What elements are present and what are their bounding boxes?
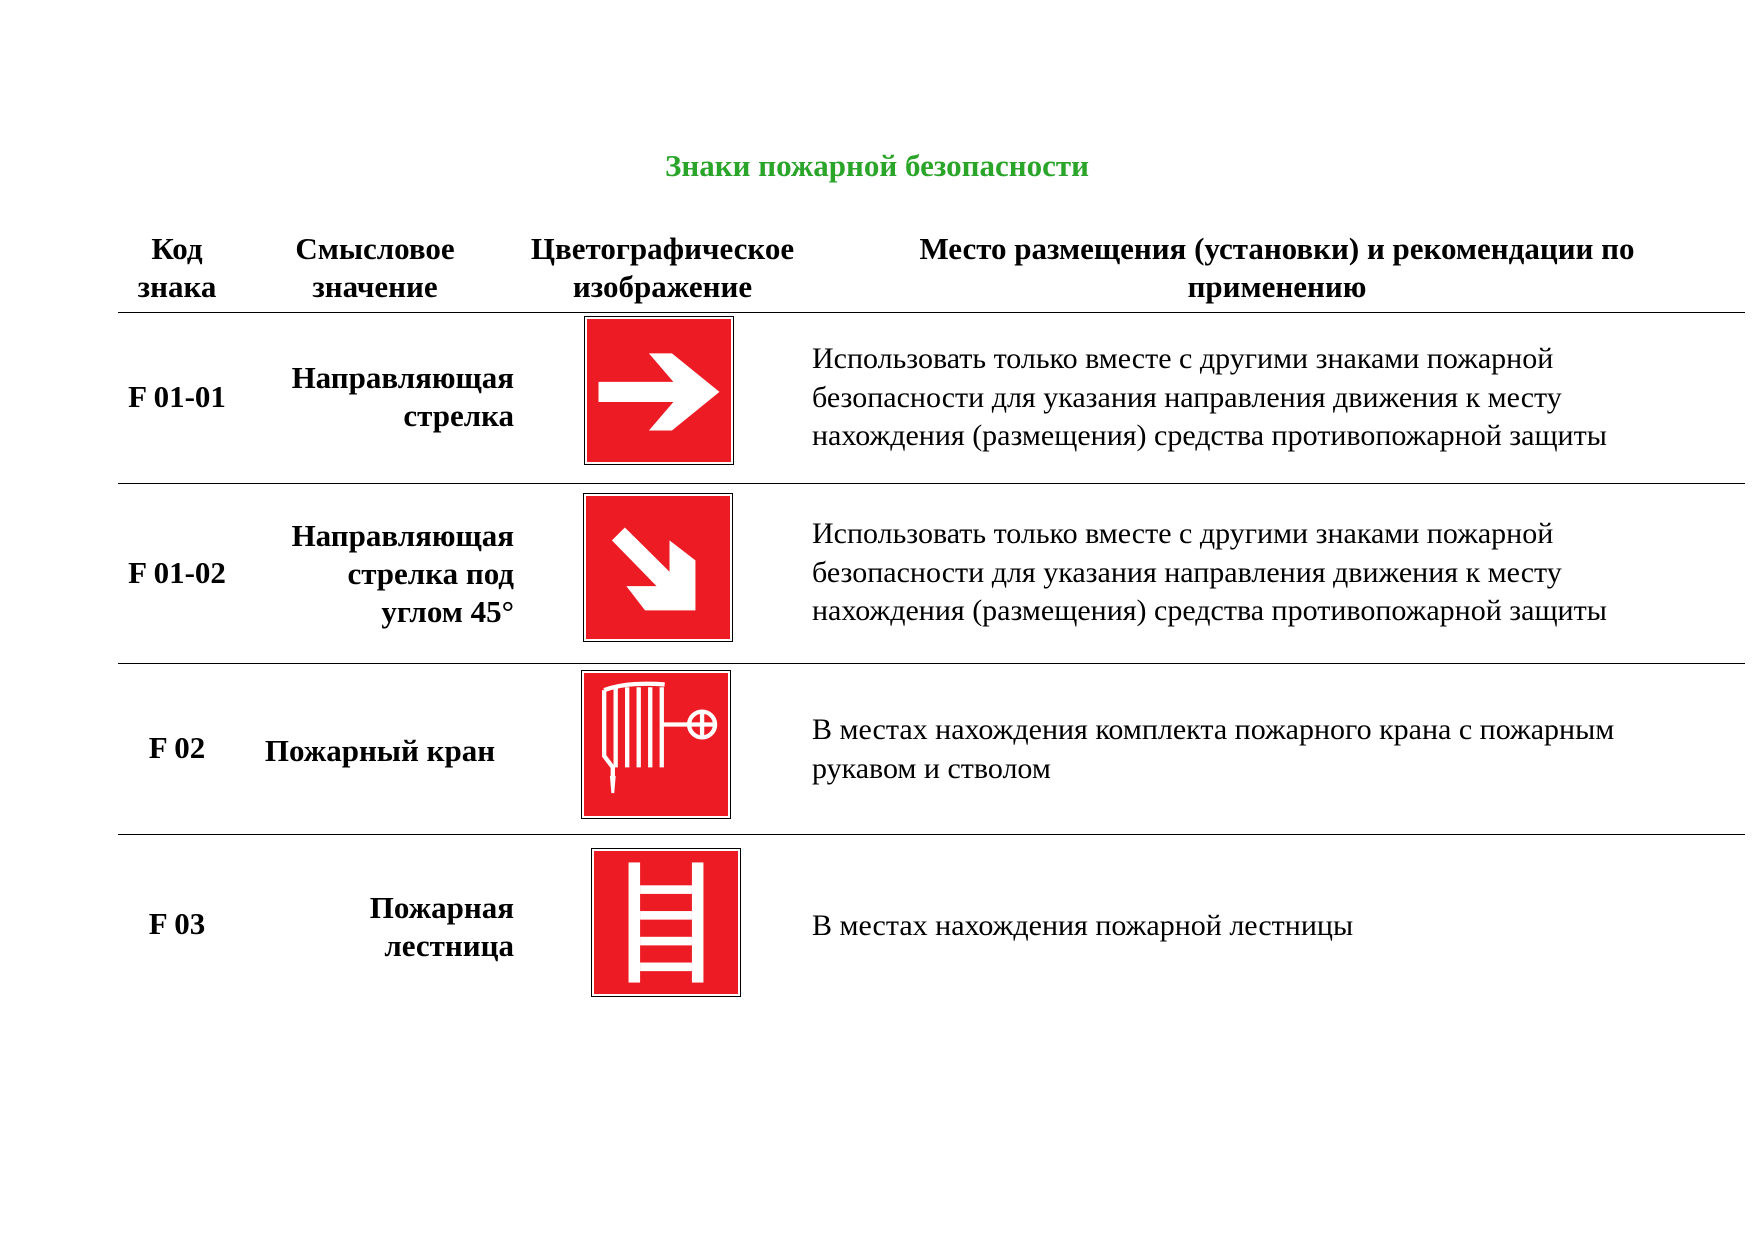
sign-description-line: безопасности для указания направления движения к месту [812,555,1562,589]
sign-description-line: нахождения (размещения) средства противопожарной защиты [812,594,1607,627]
sign-description-line: В местах нахождения пожарной лестницы [812,909,1354,942]
header-image-line: изображение [572,269,753,304]
sign-meaning [240,517,514,631]
sign-code: F 01-01 [128,379,226,414]
sign-meaning [240,359,514,435]
fire-ladder-icon [591,848,741,997]
header-meaning-line: значение [312,269,438,304]
sign-meaning-line: Пожарный кран [264,733,496,768]
sign-description [812,907,1747,946]
sign-meaning-line: лестница [384,928,514,963]
sign-description [812,340,1747,456]
header-code [118,230,236,306]
page-title: Знаки пожарной безопасности [665,148,1089,183]
sign-meaning-line: Пожарная [369,890,514,925]
sign-description-line: безопасности для указания направления движения к месту [812,380,1562,414]
table-rule [118,663,1745,664]
header-placement [812,230,1742,306]
sign-description-line: нахождения (размещения) средства противопожарной защиты [812,419,1607,452]
sign-meaning [252,732,508,770]
fire-hose-icon [581,670,731,819]
sign-meaning-line: стрелка под [347,556,514,591]
arrow-down-right-icon [583,493,733,642]
header-placement-line: Место размещения (установки) и рекомендации по [919,231,1635,266]
sign-meaning [240,889,514,965]
table-rule [118,834,1745,835]
sign-description [812,711,1747,788]
header-image-line: Цветографическое [530,231,795,266]
sign-meaning-line: Направляющая [291,518,514,553]
header-code-line: знака [137,269,217,304]
header-image [515,230,810,306]
sign-meaning-line: Направляющая [291,360,514,395]
sign-description-line: Использовать только вместе с другими знаками пожарной [812,342,1554,375]
sign-code: F 02 [148,730,206,765]
header-placement-line: применению [1187,269,1367,304]
sign-description [812,515,1747,631]
arrow-right-icon [584,316,734,465]
header-code-line: Код [151,231,203,266]
sign-description-line: Использовать только вместе с другими знаками пожарной [812,517,1554,550]
header-meaning [262,230,488,306]
table-rule [118,483,1745,484]
header-meaning-line: Смысловое [295,231,455,266]
sign-description-line: В местах нахождения комплекта пожарного крана с пожарным [812,713,1615,746]
sign-code: F 03 [148,906,206,941]
sign-code: F 01-02 [128,555,226,590]
sign-description-line: рукавом и стволом [812,751,1051,785]
sign-meaning-line: стрелка [403,398,514,433]
sign-meaning-line: углом 45° [381,594,514,629]
table-rule [118,312,1745,313]
